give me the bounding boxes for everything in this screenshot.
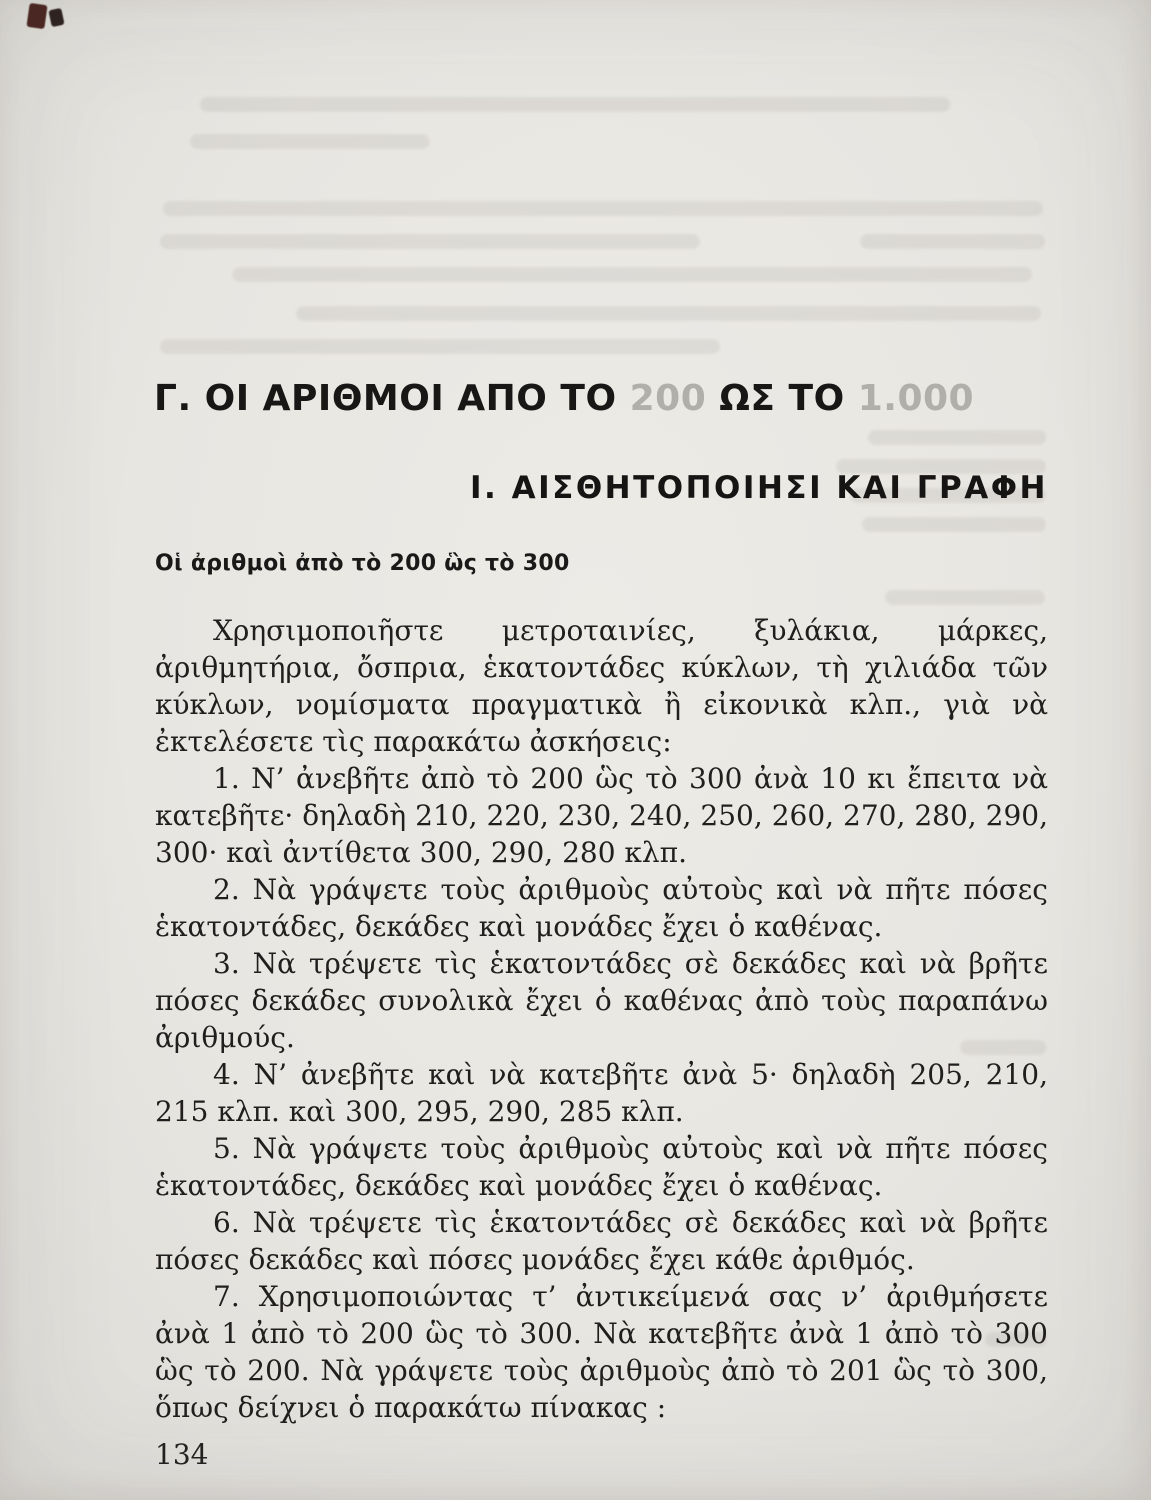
chapter-heading-number: 1.000 [857, 378, 975, 419]
page-number: 134 [155, 1438, 209, 1471]
show-through-line [296, 306, 1041, 321]
intro-paragraph: Χρησιμοποιῆστε μετροταινίες, ξυλάκια, μάρκες, ἀριθμητήρια, ὄσπρια, ἑκατοντάδες κύκλων, τὴ χιλιάδα τῶν κύκλων, νομίσματα πραγματικὰ ἢ εἰκονικὰ κλπ., γιὰ νὰ ἐκτελέσετε τὶς παρακάτω ἀσκήσεις: [155, 614, 1048, 758]
section-heading: Ι. ΑΙΣΘΗΤΟΠΟΙΗΣΙ ΚΑΙ ΓΡΑΦΗ [470, 470, 1048, 506]
exercise-item-1: 1. Ν’ ἀνεβῆτε ἀπὸ τὸ 200 ὣς τὸ 300 ἀνὰ 10 κι ἔπειτα νὰ κατεβῆτε· δηλαδὴ 210, 220, 230, 240, 250, 260, 270, 280, 290, 300· καὶ ἀντίθετα 300, 290, 280 κλπ. [155, 762, 1048, 869]
show-through-line [868, 430, 1046, 445]
exercise-item-5: 5. Νὰ γράψετε τοὺς ἀριθμοὺς αὐτοὺς καὶ νὰ πῆτε πόσες ἑκατοντάδες, δεκάδες καὶ μονάδες ἔχει ὁ καθένας. [155, 1132, 1048, 1202]
show-through-line [860, 234, 1045, 249]
subsection-title: Οἱ ἀριθμοὶ ἀπὸ τὸ 200 ὣς τὸ 300 [155, 551, 570, 576]
exercise-item-7: 7. Χρησιμοποιώντας τ’ ἀντικείμενά σας ν’ ἀριθμήσετε ἀνὰ 1 ἀπὸ τὸ 200 ὣς τὸ 300. Νὰ κατεβῆτε ἀνὰ 1 ἀπὸ τὸ 300 ὣς τὸ 200. Νὰ γράψετε τοὺς ἀριθμοὺς ἀπὸ τὸ 201 ὣς τὸ 300, ὅπως δείχνει ὁ παρακάτω πίνακας : [155, 1280, 1048, 1424]
show-through-line [232, 267, 1032, 282]
show-through-line [862, 517, 1046, 532]
chapter-heading-text: Γ. ΟΙ ΑΡΙΘΜΟΙ ΑΠΟ ΤΟ [154, 378, 630, 419]
ink-mark [26, 3, 47, 29]
show-through-line [190, 134, 430, 149]
chapter-heading [154, 378, 1084, 419]
exercise-item-2: 2. Νὰ γράψετε τοὺς ἀριθμοὺς αὐτοὺς καὶ νὰ πῆτε πόσες ἑκατοντάδες, δεκάδες καὶ μονάδες ἔχει ὁ καθένας. [155, 873, 1048, 943]
chapter-heading-text: ΩΣ ΤΟ [706, 378, 858, 419]
chapter-heading-number: 200 [629, 378, 707, 419]
exercise-item-3: 3. Νὰ τρέψετε τὶς ἑκατοντάδες σὲ δεκάδες καὶ νὰ βρῆτε πόσες δεκάδες συνολικὰ ἔχει ὁ καθένας ἀπὸ τοὺς παραπάνω ἀριθμούς. [155, 947, 1048, 1054]
show-through-line [160, 234, 700, 249]
ink-mark [48, 8, 64, 27]
exercise-item-4: 4. Ν’ ἀνεβῆτε καὶ νὰ κατεβῆτε ἀνὰ 5· δηλαδὴ 205, 210, 215 κλπ. καὶ 300, 295, 290, 285 κλπ. [155, 1058, 1048, 1128]
show-through-line [163, 201, 1043, 216]
exercise-item-6: 6. Νὰ τρέψετε τὶς ἑκατοντάδες σὲ δεκάδες καὶ νὰ βρῆτε πόσες δεκάδες καὶ πόσες μονάδες ἔχει κάθε ἀριθμός. [155, 1206, 1048, 1276]
show-through-line [885, 590, 1045, 605]
show-through-line [200, 97, 950, 112]
body-text [155, 612, 1048, 1426]
show-through-line [160, 339, 720, 354]
